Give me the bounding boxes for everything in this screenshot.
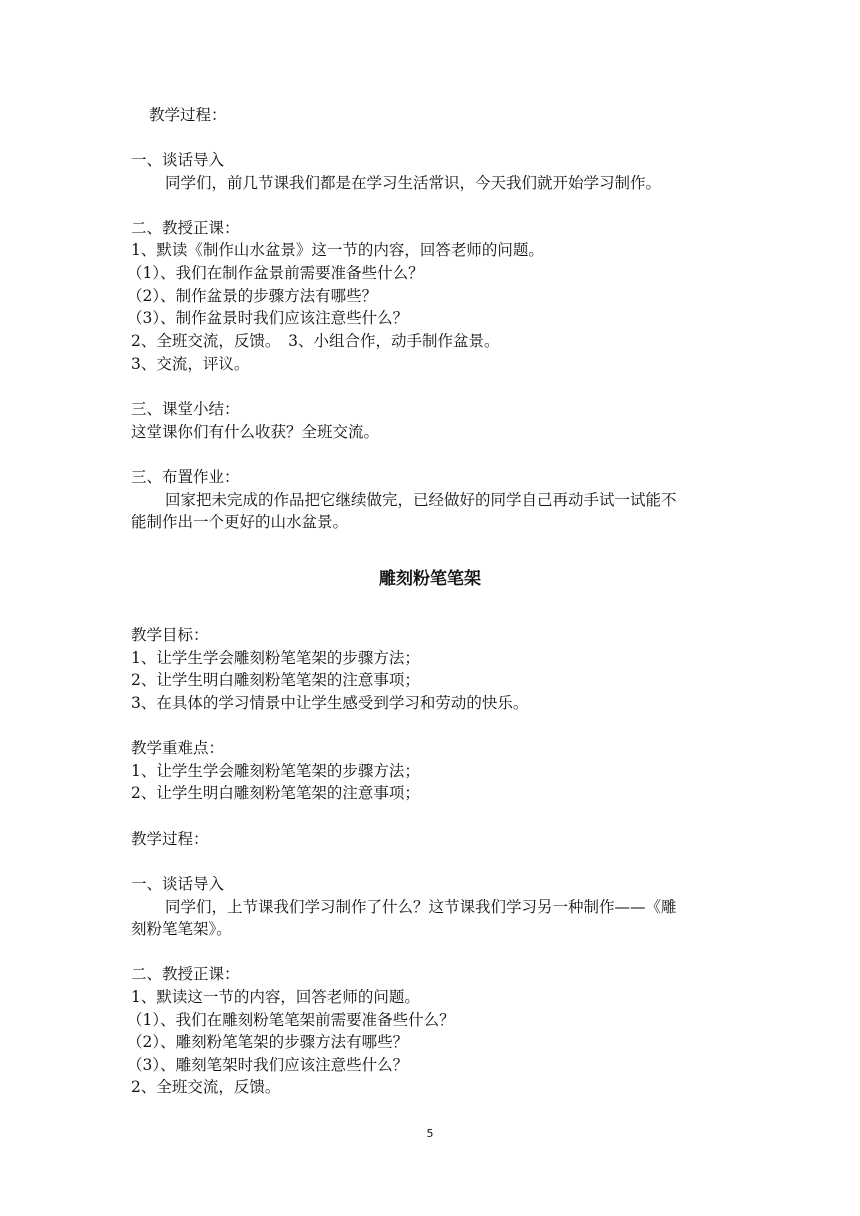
lesson-item: 2、全班交流，反馈。 3、小组合作，动手制作盆景。: [131, 332, 500, 350]
intro-heading: 一、谈话导入: [131, 151, 225, 169]
goal-item: 1、让学生学会雕刻粉笔笔架的步骤方法；: [131, 649, 420, 667]
lesson-item: （3）、制作盆景时我们应该注意些什么？: [127, 309, 409, 327]
intro-text: 刻粉笔笔架》。: [131, 920, 232, 938]
homework-text: 能制作出一个更好的山水盆景。: [131, 513, 349, 531]
lesson-item: 1、默读《制作山水盆景》这一节的内容，回答老师的问题。: [131, 241, 544, 259]
homework-heading: 三、布置作业：: [131, 468, 240, 486]
lesson-item: （2）、雕刻粉笔笔架的步骤方法有哪些？: [127, 1033, 409, 1051]
section-title: 雕刻粉笔笔架: [379, 569, 481, 589]
summary-heading: 三、课堂小结：: [131, 400, 240, 418]
intro-text: 同学们，上节课我们学习制作了什么？这节课我们学习另一种制作——《雕: [165, 898, 677, 916]
intro-text: 同学们，前几节课我们都是在学习生活常识，今天我们就开始学习制作。: [165, 174, 662, 192]
lesson-heading: 二、教授正课：: [131, 219, 240, 237]
key-point-item: 1、让学生学会雕刻粉笔笔架的步骤方法；: [131, 762, 420, 780]
lesson-item: 3、交流，评议。: [131, 355, 250, 373]
summary-text: 这堂课你们有什么收获？全班交流。: [131, 423, 380, 441]
intro-heading: 一、谈话导入: [131, 875, 225, 893]
goals-heading: 教学目标：: [131, 626, 209, 644]
key-point-item: 2、让学生明白雕刻粉笔笔架的注意事项；: [131, 784, 420, 802]
process-heading: 教学过程：: [131, 830, 209, 848]
lesson-item: （1）、我们在制作盆景前需要准备些什么？: [127, 264, 424, 282]
lesson-item: （3）、雕刻笔架时我们应该注意些什么？: [127, 1056, 409, 1074]
homework-text: 回家把未完成的作品把它继续做完，已经做好的同学自己再动手试一试能不: [165, 491, 677, 509]
lesson-item: （2）、制作盆景的步骤方法有哪些？: [127, 287, 378, 305]
key-points-heading: 教学重难点：: [131, 739, 225, 757]
lesson-item: 1、默读这一节的内容，回答老师的问题。: [131, 988, 420, 1006]
lesson-heading: 二、教授正课：: [131, 965, 240, 983]
goal-item: 2、让学生明白雕刻粉笔笔架的注意事项；: [131, 671, 420, 689]
goal-item: 3、在具体的学习情景中让学生感受到学习和劳动的快乐。: [131, 694, 529, 712]
process-heading: 教学过程：: [149, 106, 227, 124]
lesson-item: （1）、我们在雕刻粉笔笔架前需要准备些什么？: [127, 1011, 455, 1029]
page-number: 5: [426, 1127, 434, 1140]
lesson-item: 2、全班交流，反馈。: [131, 1078, 281, 1096]
